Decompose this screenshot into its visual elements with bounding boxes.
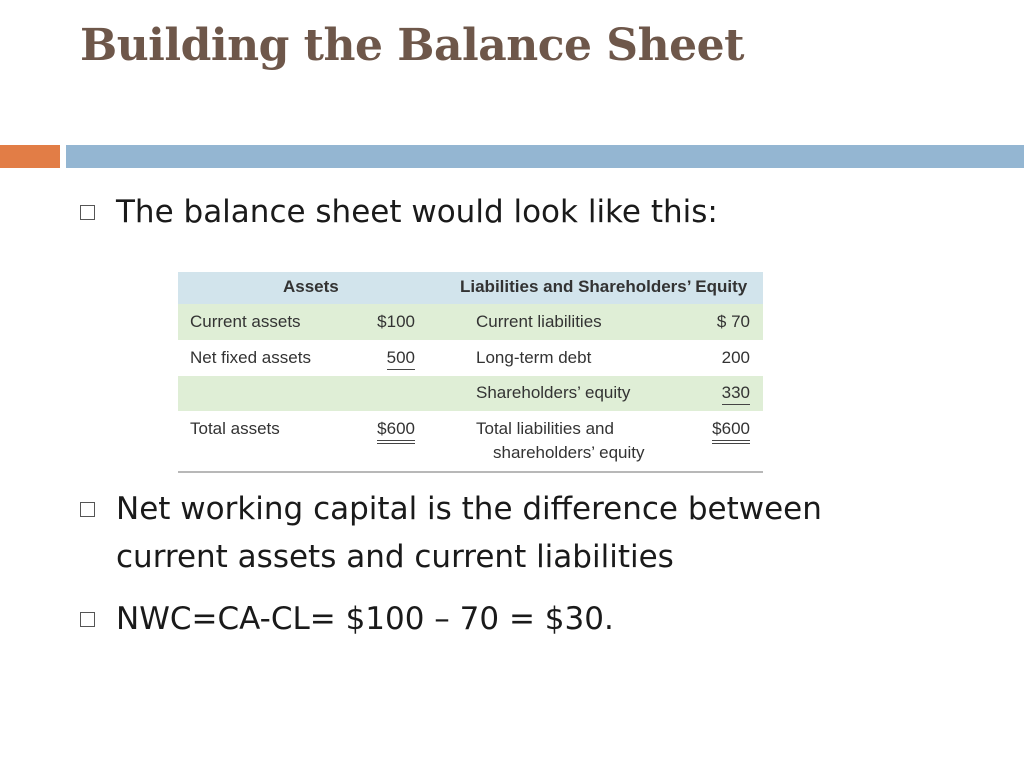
table-row xyxy=(178,376,763,411)
liability-label: Shareholders’ equity xyxy=(476,383,631,402)
header-liabilities-equity: Liabilities and Shareholders’ Equity xyxy=(460,277,748,296)
table-row-totals xyxy=(178,411,763,471)
liability-label-line2: shareholders’ equity xyxy=(493,443,645,462)
accent-bar-blue xyxy=(66,145,1024,168)
liability-label: Current liabilities xyxy=(476,312,602,331)
asset-value: $100 xyxy=(377,312,415,331)
liability-value: 330 xyxy=(722,383,750,405)
bullet-text: The balance sheet would look like this: xyxy=(116,194,718,230)
liability-value: $ 70 xyxy=(716,312,750,331)
table-bottom-rule xyxy=(178,471,763,473)
liability-label-line1: Total liabilities and xyxy=(476,419,614,438)
square-bullet-icon xyxy=(80,502,95,517)
asset-label: Net fixed assets xyxy=(190,348,311,367)
header-assets: Assets xyxy=(283,277,339,296)
asset-value: 500 xyxy=(387,348,415,370)
liability-total-value: $600 xyxy=(712,419,750,444)
asset-total-value: $600 xyxy=(377,419,415,444)
slide-title: Building the Balance Sheet xyxy=(80,20,744,71)
liability-label: Long-term debt xyxy=(476,348,592,367)
square-bullet-icon xyxy=(80,612,95,627)
table-header-row xyxy=(178,272,763,304)
balance-sheet-table xyxy=(178,272,763,473)
asset-label: Current assets xyxy=(190,312,301,331)
table-row xyxy=(178,304,763,340)
bullet-text-line1: Net working capital is the difference between xyxy=(116,491,822,527)
bullet-text-line2: current assets and current liabilities xyxy=(116,539,674,575)
square-bullet-icon xyxy=(80,205,95,220)
bullet-text: NWC=CA-CL= $100 – 70 = $30. xyxy=(116,601,614,637)
accent-bar-orange xyxy=(0,145,60,168)
asset-label: Total assets xyxy=(190,419,280,438)
liability-value: 200 xyxy=(721,348,750,367)
table-row xyxy=(178,340,763,376)
